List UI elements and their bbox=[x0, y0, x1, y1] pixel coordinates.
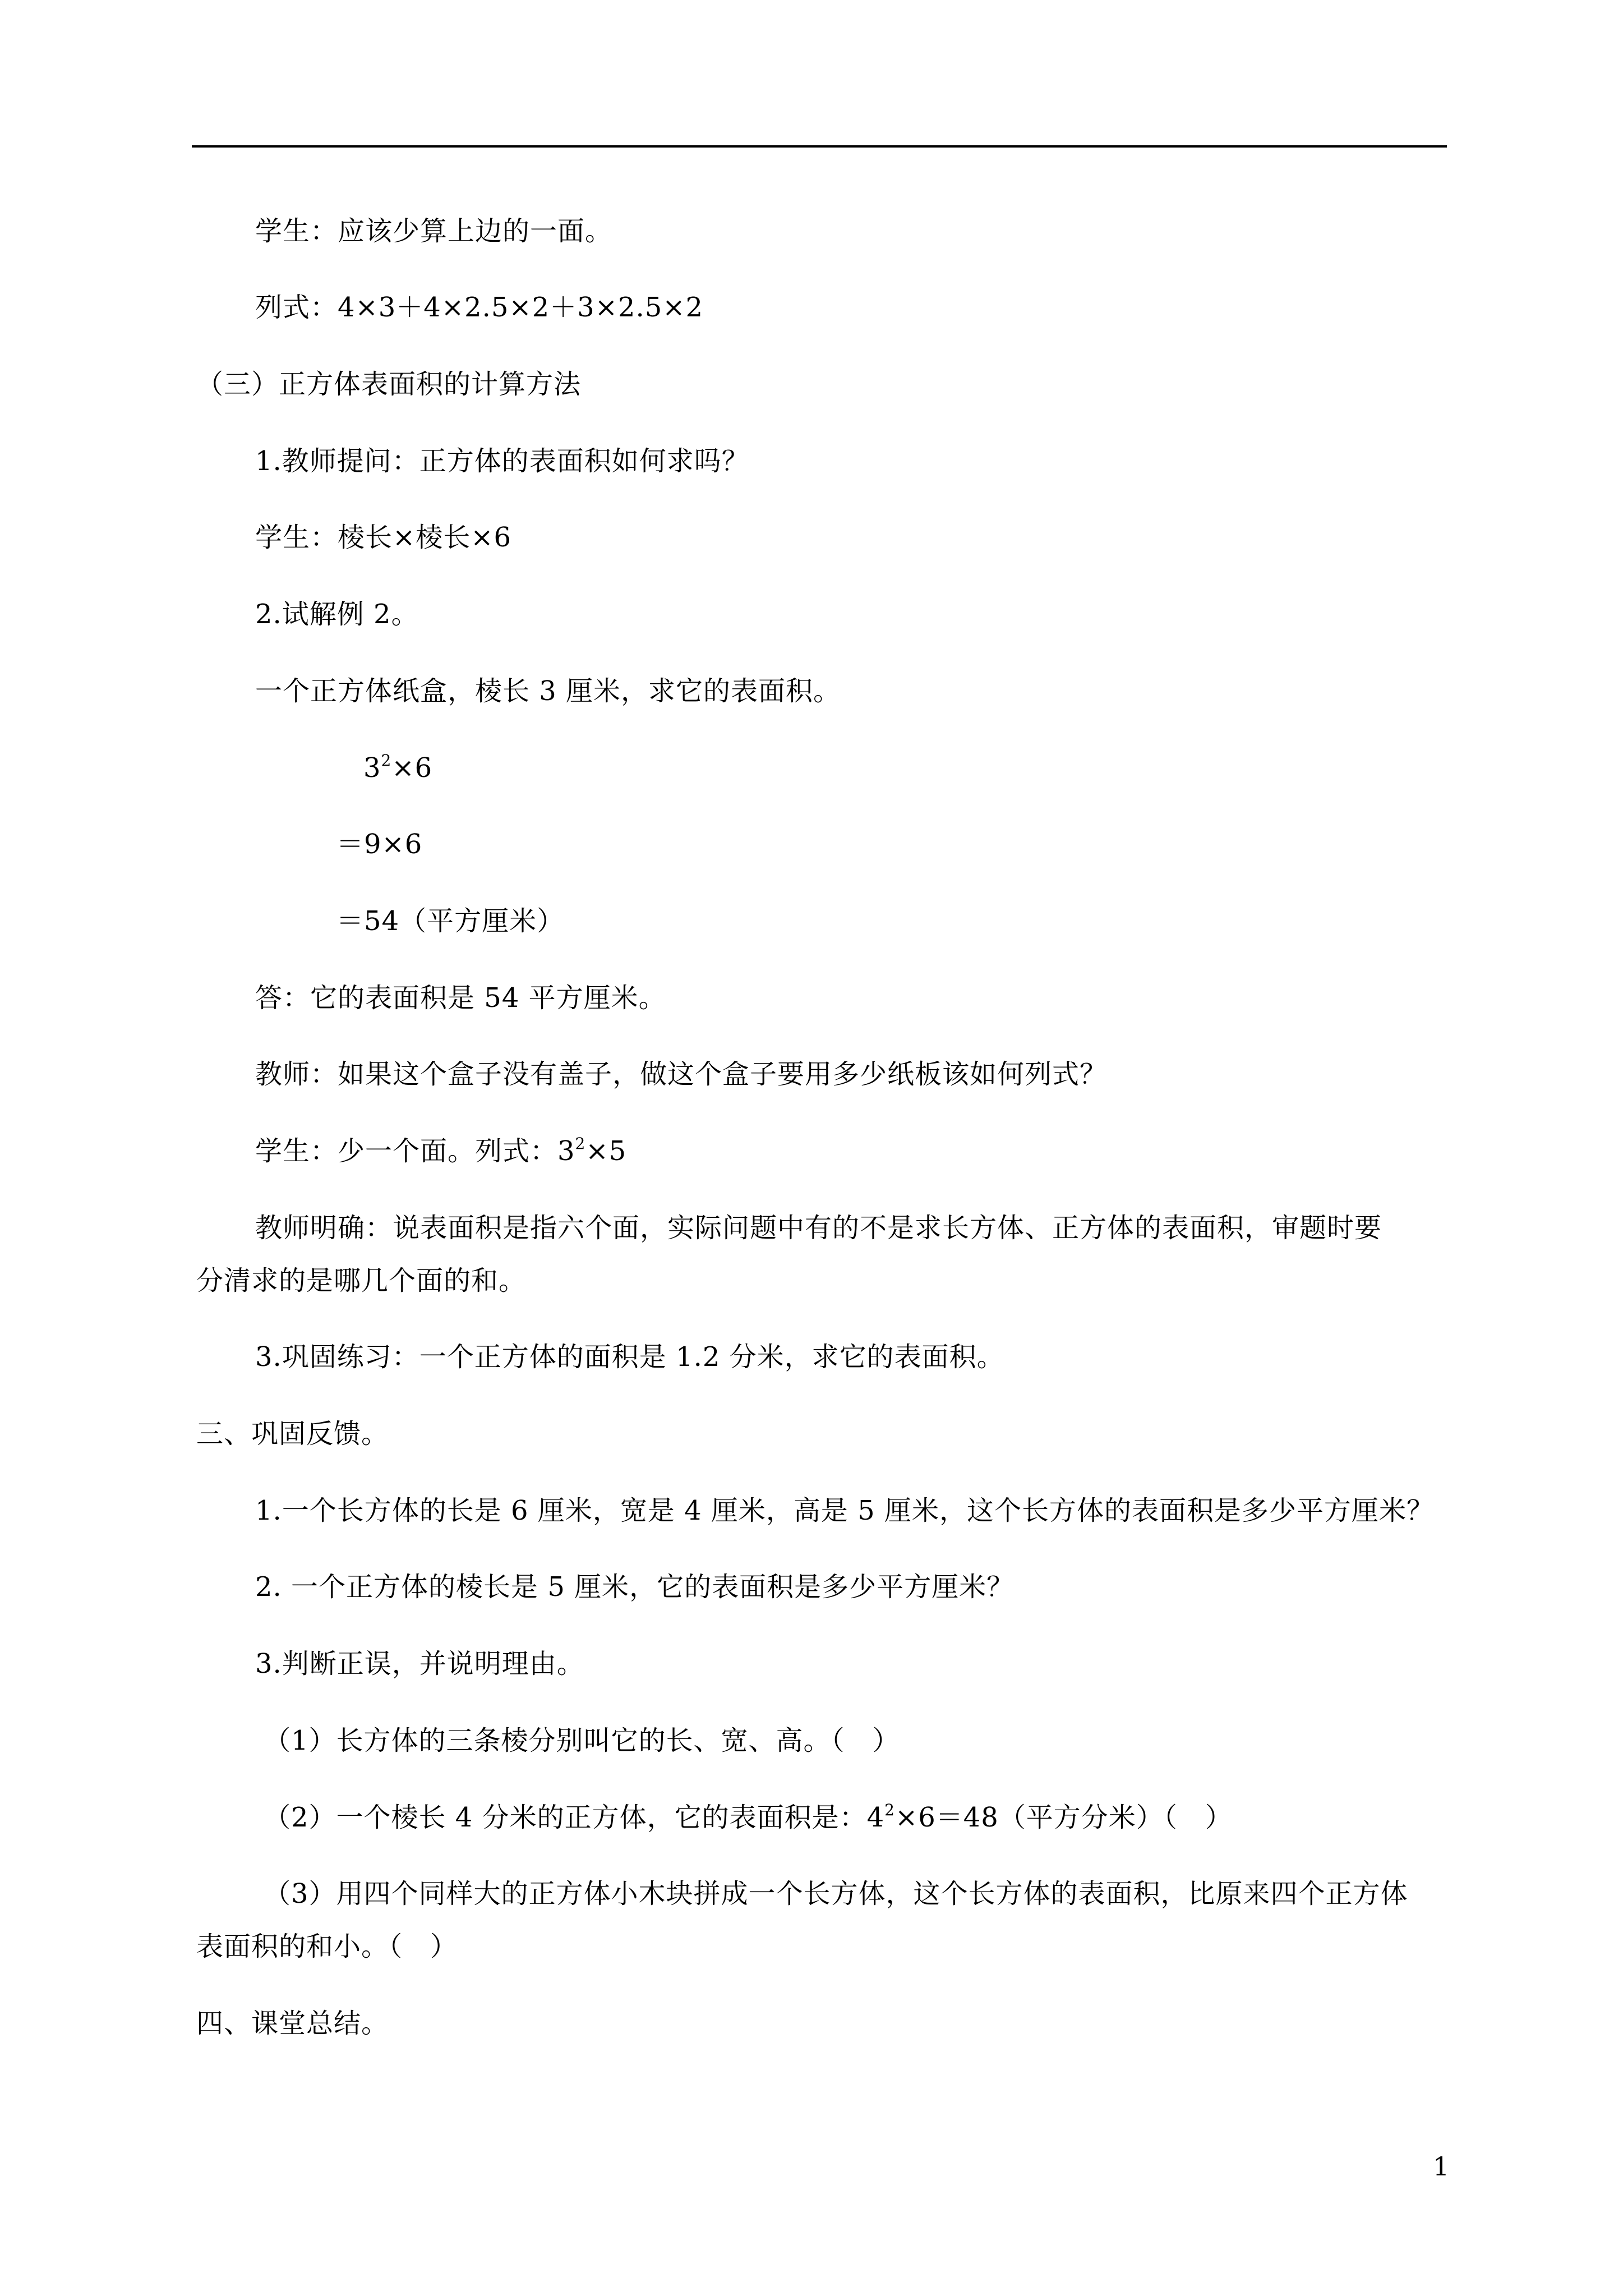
judge-item: （2）一个棱长 4 分米的正方体，它的表面积是：$4^2\times 6=48$（平方分米）（ ） bbox=[264, 1801, 1233, 1833]
calc-step: $3^2\times 6$ bbox=[363, 751, 433, 784]
text-line: 3.巩固练习：一个正方体的面积是 1.2 分米，求它的表面积。 bbox=[255, 1341, 1004, 1373]
question-item: 3.判断正误，并说明理由。 bbox=[255, 1648, 584, 1680]
text-line: 分清求的是哪几个面的和。 bbox=[196, 1265, 527, 1296]
calc-step: ＝9×6 bbox=[336, 829, 423, 860]
formula-line: 列式：4×3＋4×2.5×2＋3×2.5×2 bbox=[255, 292, 704, 323]
header-rule bbox=[192, 145, 1447, 148]
judge-item: （3）用四个同样大的正方体小木块拼成一个长方体，这个长方体的表面积，比原来四个正方体 bbox=[264, 1878, 1408, 1910]
judge-item: （1）长方体的三条棱分别叫它的长、宽、高。（ ） bbox=[264, 1725, 900, 1756]
text-line: 教师：如果这个盒子没有盖子，做这个盒子要用多少纸板该如何列式？ bbox=[255, 1059, 1108, 1090]
text-line: 学生：棱长×棱长×6 bbox=[255, 522, 511, 553]
question-item: 1.一个长方体的长是 6 厘米，宽是 4 厘米，高是 5 厘米，这个长方体的表面积是多少平方厘米？ bbox=[255, 1495, 1434, 1526]
text-line: 学生：少一个面。列式：$3^2\times 5$ bbox=[255, 1134, 627, 1167]
section-heading: 三、巩固反馈。 bbox=[196, 1418, 389, 1450]
text-line: 学生：应该少算上边的一面。 bbox=[255, 215, 613, 247]
calc-step: ＝54（平方厘米） bbox=[336, 905, 565, 937]
section-heading: （三）正方体表面积的计算方法 bbox=[196, 369, 582, 400]
text-line: 2.试解例 2。 bbox=[255, 599, 419, 630]
section-heading: 四、课堂总结。 bbox=[196, 2008, 389, 2039]
answer-line: 答：它的表面积是 54 平方厘米。 bbox=[255, 982, 666, 1014]
text-line: 教师明确：说表面积是指六个面，实际问题中有的不是求长方体、正方体的表面积，审题时要 bbox=[255, 1212, 1382, 1244]
judge-item: 表面积的和小。（ ） bbox=[196, 1931, 458, 1962]
question-item: 2. 一个正方体的棱长是 5 厘米，它的表面积是多少平方厘米？ bbox=[255, 1571, 1015, 1603]
text-line: 1.教师提问：正方体的表面积如何求吗？ bbox=[255, 445, 749, 477]
page-number: 1 bbox=[1433, 2151, 1450, 2182]
text-line: 一个正方体纸盒，棱长 3 厘米，求它的表面积。 bbox=[255, 675, 841, 707]
